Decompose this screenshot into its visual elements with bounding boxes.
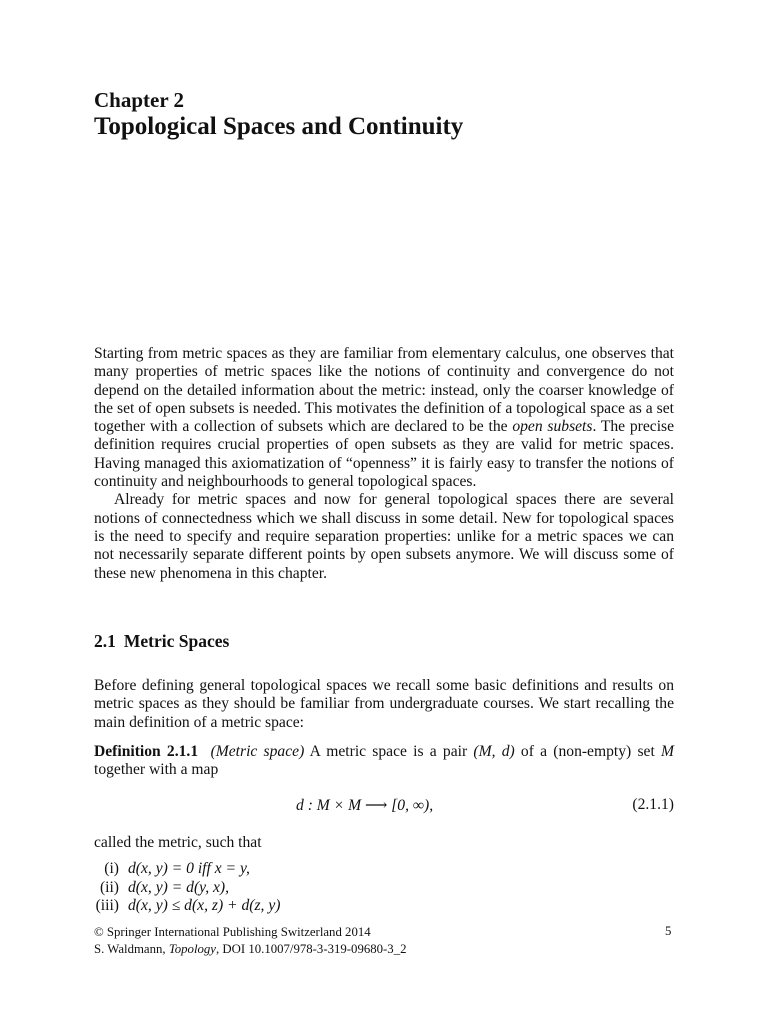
definition-pair: (M, d) <box>473 743 515 760</box>
section-title: Metric Spaces <box>123 631 230 651</box>
condition-label: (ii) <box>99 878 119 896</box>
chapter-intro <box>94 345 674 583</box>
condition-item <box>94 860 674 879</box>
chapter-number: Chapter 2 <box>94 88 185 112</box>
copyright-line: © Springer International Publishing Switzerland 2014 <box>94 925 371 939</box>
citation-doi: , DOI 10.1007/978-3-319-09680-3_2 <box>215 942 407 956</box>
intro-paragraph-2: Already for metric spaces and now for general topological spaces there are several notions of connectedness which we shall discuss in some detail. New for topological spaces is the need to specify and require separation properties: unlike for a metric spaces we can not necessarily separate different points by open subsets anymore. We will discuss some of these new phenomena in this chapter. <box>94 491 674 582</box>
equation-body: d : M × M ⟶ [0, ∞), <box>296 797 434 814</box>
metric-conditions-list <box>94 860 674 916</box>
definition-text-a: A metric space is a pair <box>304 743 474 760</box>
definition-block <box>94 743 674 780</box>
definition-text-c: together with a map <box>94 761 219 779</box>
condition-text: d(x, y) ≤ d(x, z) + d(z, y) <box>128 897 281 914</box>
condition-text: d(x, y) = 0 iff x = y, <box>128 860 250 877</box>
equation-number: (2.1.1) <box>632 796 674 813</box>
emphasis-open-subsets: open subsets <box>512 418 593 436</box>
equation-2-1-1 <box>94 796 674 816</box>
citation-author: S. Waldmann, <box>94 942 169 956</box>
definition-set: M <box>661 743 675 760</box>
condition-item <box>94 879 674 898</box>
section-intro-paragraph: Before defining general topological spaces we recall some basic definitions and results on metric spaces as they should be familiar from undergraduate courses. We start recalling the main definition of a metric space: <box>94 677 674 731</box>
page-number: 5 <box>665 924 672 938</box>
after-equation-text: called the metric, such that <box>94 834 262 851</box>
definition-label: Definition 2.1.1 <box>94 743 199 760</box>
condition-label: (i) <box>104 860 119 877</box>
citation-title: Topology <box>168 942 216 956</box>
condition-label: (iii) <box>95 897 119 914</box>
intro-text-1b: . The precise definition requires crucial properties of open subsets as they are valid for metric spaces. Having managed this axiomatization of “openness” it is fairly easy to transfer the notions of continuity and neighbourhoods to general topological spaces. <box>94 418 675 491</box>
condition-text: d(x, y) = d(y, x), <box>128 878 230 896</box>
intro-text-1a: Starting from metric spaces as they are familiar from elementary calculus, one observes that many properties of metric spaces like the notions of continuity and convergence do not depend on the detailed information about the metric: instead, only the coarser knowledge of the set of open subsets is needed. This motivates the definition of a topological space as a set together with a collection of subsets which are declared to be the <box>94 345 674 436</box>
condition-item <box>94 897 674 916</box>
definition-text-b: of a (non-empty) set <box>514 743 662 760</box>
chapter-title: Topological Spaces and Continuity <box>94 113 464 140</box>
citation-line <box>94 941 674 958</box>
intro-paragraph-1 <box>94 345 674 491</box>
section-number: 2.1 <box>94 631 116 651</box>
section-heading <box>94 631 229 652</box>
page-footer <box>94 924 674 958</box>
definition-name: (Metric space) <box>210 743 305 760</box>
